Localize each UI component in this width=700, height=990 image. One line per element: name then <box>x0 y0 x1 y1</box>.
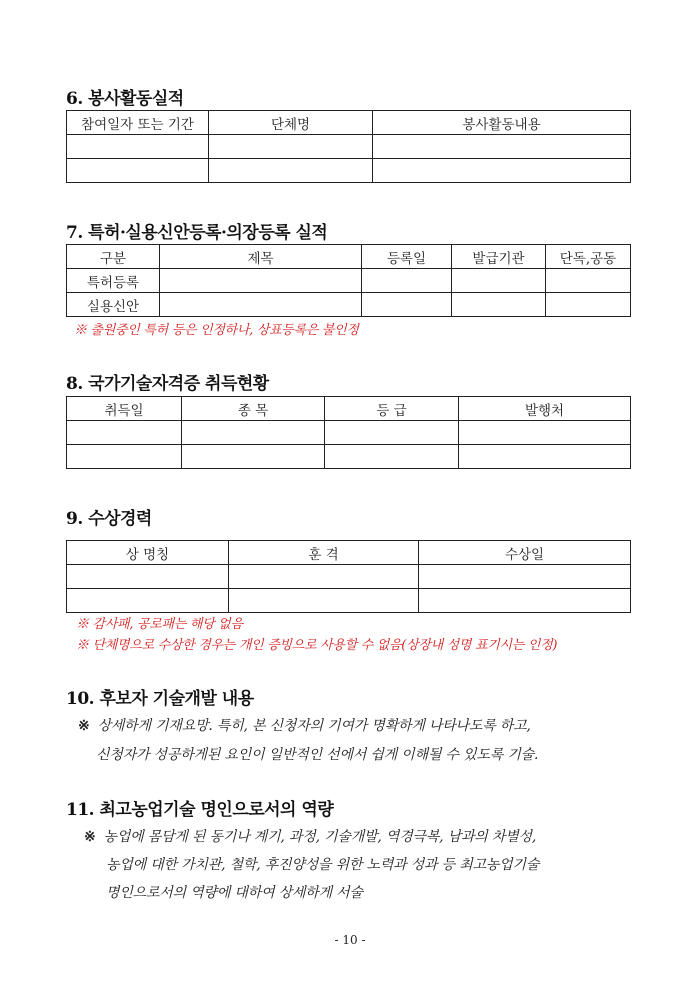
table-row <box>67 421 631 445</box>
table-cell[interactable] <box>229 565 419 589</box>
patent-note: ※ 출원중인 특허 등은 인정하나, 상표등록은 불인정 <box>74 323 359 338</box>
table-cell[interactable] <box>182 421 325 445</box>
table-cell[interactable] <box>325 421 459 445</box>
table-cell[interactable] <box>67 589 229 613</box>
section-7-title: 7. 특허·실용신안등록·의장등록 실적 <box>66 223 328 243</box>
section-6-title: 6. 봉사활동실적 <box>66 89 184 109</box>
volunteer-table <box>66 110 631 183</box>
competence-instruction-line-2: 농업에 대한 가치관, 철학, 후진양성을 위한 노력과 성과 등 최고농업기술 <box>106 857 540 873</box>
table-row <box>67 293 631 317</box>
instruction-text: 농업에 몸담게 된 동기나 계기, 과정, 기술개발, 역경극복, 남과의 차별성, <box>103 829 537 845</box>
table-cell[interactable] <box>160 269 362 293</box>
table-cell[interactable] <box>452 269 546 293</box>
table-cell[interactable] <box>209 159 373 183</box>
instruction-text: 상세하게 기재요망. 특히, 본 신청자의 기여가 명확하게 나타나도록 하고, <box>97 718 531 734</box>
table-header-row <box>67 397 631 421</box>
table-cell[interactable] <box>362 293 452 317</box>
table-cell[interactable] <box>459 421 631 445</box>
table-cell[interactable] <box>452 293 546 317</box>
tech-dev-instruction-line-1 <box>78 715 531 735</box>
table-cell[interactable] <box>67 421 182 445</box>
table-cell[interactable] <box>160 293 362 317</box>
header-cell: 발급기관 <box>452 245 546 269</box>
patent-table <box>66 244 631 317</box>
table-cell[interactable] <box>67 445 182 469</box>
section-9-title: 9. 수상경력 <box>66 509 152 529</box>
table-cell[interactable] <box>229 589 419 613</box>
page-number: - 10 - <box>334 933 366 947</box>
header-cell: 수상일 <box>419 541 631 565</box>
award-note-2: ※ 단체명으로 수상한 경우는 개인 증빙으로 사용할 수 없음(상장내 성명 표기시는 인정) <box>76 638 558 653</box>
header-cell: 단독,공동 <box>546 245 631 269</box>
table-cell[interactable] <box>67 565 229 589</box>
competence-instruction-line-3: 명인으로서의 역량에 대하여 상세하게 서술 <box>106 885 363 901</box>
table-header-row <box>67 541 631 565</box>
header-cell: 훈 격 <box>229 541 419 565</box>
certificate-table <box>66 396 631 469</box>
table-row <box>67 159 631 183</box>
header-cell: 구분 <box>67 245 160 269</box>
award-note-1: ※ 감사패, 공로패는 해당 없음 <box>76 617 243 632</box>
table-cell[interactable] <box>546 269 631 293</box>
table-header-row <box>67 245 631 269</box>
header-cell: 봉사활동내용 <box>373 111 631 135</box>
table-cell[interactable] <box>325 445 459 469</box>
row-label: 실용신안 <box>67 293 160 317</box>
reference-mark: ※ <box>78 718 90 734</box>
header-cell: 발행처 <box>459 397 631 421</box>
header-cell: 취득일 <box>67 397 182 421</box>
reference-mark: ※ <box>84 829 96 845</box>
table-row <box>67 565 631 589</box>
table-cell[interactable] <box>373 135 631 159</box>
table-header-row <box>67 111 631 135</box>
header-cell: 상 명칭 <box>67 541 229 565</box>
table-cell[interactable] <box>67 135 209 159</box>
competence-instruction-line-1 <box>84 826 536 846</box>
section-10-title: 10. 후보자 기술개발 내용 <box>66 689 254 709</box>
header-cell: 단체명 <box>209 111 373 135</box>
header-cell: 등록일 <box>362 245 452 269</box>
row-label: 특허등록 <box>67 269 160 293</box>
table-cell[interactable] <box>419 589 631 613</box>
table-row <box>67 135 631 159</box>
header-cell: 참여일자 또는 기간 <box>67 111 209 135</box>
table-cell[interactable] <box>362 269 452 293</box>
tech-dev-instruction-line-2: 신청자가 성공하게된 요인이 일반적인 선에서 쉽게 이해될 수 있도록 기술. <box>96 747 539 763</box>
table-row <box>67 269 631 293</box>
award-table <box>66 540 631 613</box>
header-cell: 제목 <box>160 245 362 269</box>
table-cell[interactable] <box>419 565 631 589</box>
header-cell: 종 목 <box>182 397 325 421</box>
table-cell[interactable] <box>67 159 209 183</box>
table-row <box>67 589 631 613</box>
table-cell[interactable] <box>209 135 373 159</box>
table-cell[interactable] <box>546 293 631 317</box>
table-cell[interactable] <box>182 445 325 469</box>
section-11-title: 11. 최고농업기술 명인으로서의 역량 <box>66 800 334 820</box>
header-cell: 등 급 <box>325 397 459 421</box>
table-row <box>67 445 631 469</box>
table-cell[interactable] <box>373 159 631 183</box>
table-cell[interactable] <box>459 445 631 469</box>
section-8-title: 8. 국가기술자격증 취득현황 <box>66 374 269 394</box>
